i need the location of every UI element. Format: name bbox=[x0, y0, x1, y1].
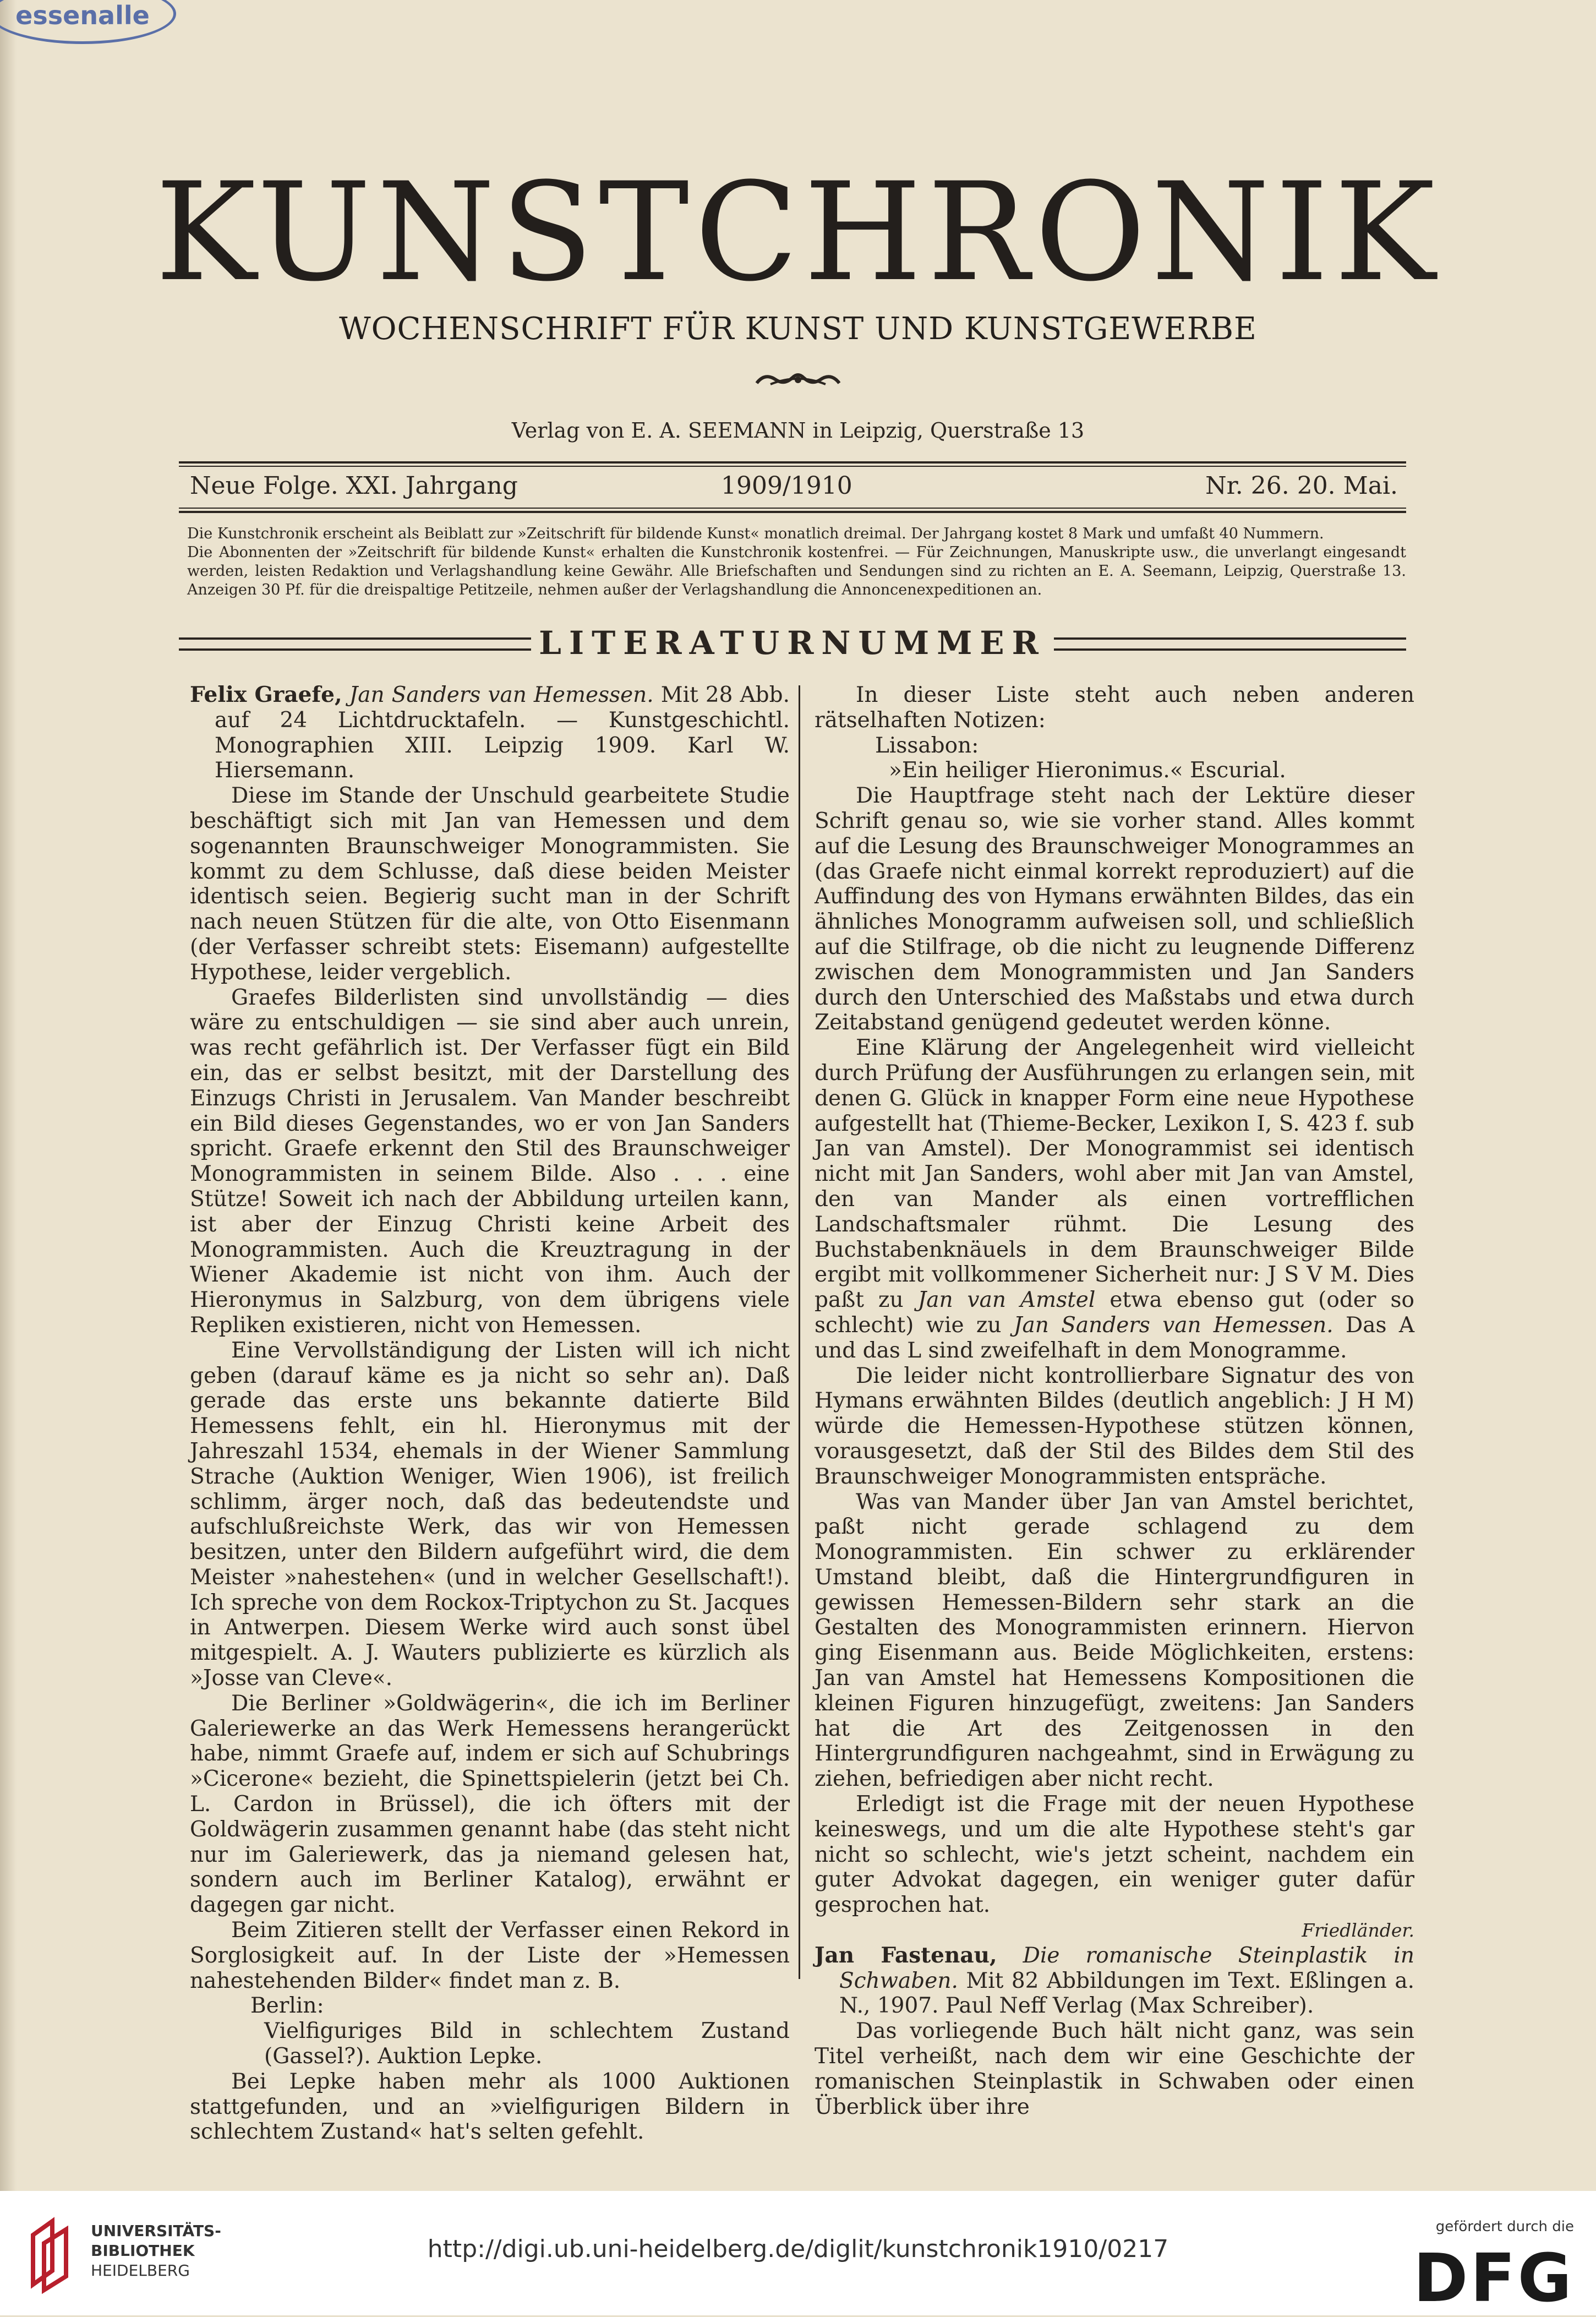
citation-city: Berlin: bbox=[250, 1993, 324, 2019]
citation-entry: Vielfiguriges Bild in schlechtem Zustand (Gassel?). Auktion Lepke. bbox=[264, 2019, 790, 2069]
citation-city: Lissabon: bbox=[875, 733, 979, 758]
stamp-text: essenalle bbox=[15, 1, 150, 30]
paragraph: Eine Vervollständigung der Listen will ich nicht geben (darauf käme es ja nicht so sehr an). Daß gerade das erste uns bekannte datierte Bild Hemessens fehlt, ein hl. Hieronymus mit der Jahreszahl 1534, ehemals in der Wiener Sammlung Strache (Auktion Weniger, Wien 1906), ist freilich schlimm, ärger noch, daß das bedeutendste und aufschlußreichste Werk, das wir von Hemessen besitzen, unter den Bildern aufgeführt wird, die dem Meister »nahestehen« (und in welcher Gesellschaft!). Ich spreche von dem Rockox-Triptychon zu St. Jacques in Antwerpen. Diesem Werke wird auch sonst übel mitgespielt. A. J. Wauters publizierte es kürzlich als »Josse van Cleve«. bbox=[190, 1338, 790, 1691]
top-rule-thin bbox=[179, 466, 1406, 467]
series-label: Neue Folge. XXI. Jahrgang bbox=[190, 472, 518, 500]
review-author: Felix Graefe, bbox=[190, 682, 342, 707]
notice-line-1: Die Kunstchronik erscheint als Beiblatt zur »Zeitschrift für bildende Kunst« monatlich dreimal. Der Jahrgang kostet 8 Mark und umfaßt 40 Nummern. bbox=[187, 525, 1324, 542]
masthead-subtitle: WOCHENSCHRIFT FÜR KUNST UND KUNSTGEWERBE bbox=[339, 311, 1257, 347]
citation-entry: »Ein heiliger Hieronimus.« Escurial. bbox=[889, 758, 1286, 783]
library-name-line: UNIVERSITÄTS- bbox=[91, 2222, 221, 2240]
review-heading-2 bbox=[815, 1943, 1414, 2019]
italic-name: Jan Sanders van Hemessen. bbox=[1013, 1312, 1333, 1338]
issue-label: Nr. 26. 20. Mai. bbox=[1205, 472, 1398, 500]
source-url-link[interactable]: http://digi.ub.uni-heidelberg.de/diglit/kunstchronik1910/0217 bbox=[427, 2235, 1169, 2263]
review-signature: Friedländer. bbox=[1302, 1920, 1414, 1942]
review-title: Die romanische Steinplastik in Schwaben. bbox=[839, 1943, 1414, 1993]
left-column bbox=[190, 683, 790, 2145]
review-heading-1 bbox=[190, 683, 790, 783]
review-details: Mit 82 Abbildungen im Text. Eßlingen a. N., 1907. Paul Neff Verlag (Max Schreiber). bbox=[839, 1968, 1414, 2019]
paragraph-mixed bbox=[815, 1035, 1414, 1363]
italic-name: Jan van Amstel bbox=[917, 1288, 1096, 1313]
paragraph: Diese im Stande der Unschuld gearbeitete Studie beschäftigt sich mit Jan van Hemessen und dem sogenannten Braunschweiger Monogrammisten. Sie kommt zu dem Schlusse, daß diese beiden Meister identisch seien. Begierig sucht man in der Schrift nach neuen Stützen für die alte, von Otto Eisenmann (der Verfasser schreibt stets: Eisemann) aufgestellte Hypothese, leider vergeblich. bbox=[190, 783, 790, 985]
text-run: Eine Klärung der Angelegenheit wird vielleicht durch Prüfung der Ausführungen zu erlangen sein, mit denen G. Glück in knapper Form eine neue Hypothese aufgestellt hat (Thieme-Becker, Lexikon I, S. 423 f. sub Jan van Amstel). Der Monogrammist sei identisch nicht mit Jan Sanders, wohl aber mit Jan van Amstel, den van Mander als einen vortrefflichen Landschaftsmaler rühmt. Die Lesung des Buchstabenknäuels in dem Braunschweiger Bilde ergibt mit vollkommener Sicherheit nur: J S V M. Dies paßt zu bbox=[815, 1035, 1414, 1313]
paragraph: Das vorliegende Buch hält nicht ganz, was sein Titel verheißt, nach dem wir eine Geschichte der romanischen Steinplastik in Schwaben oder einen Überblick über ihre bbox=[815, 2019, 1414, 2119]
notice-line-2: Die Abonnenten der »Zeitschrift für bildende Kunst« erhalten die Kunstchronik kostenfrei. — Für Zeichnungen, Manuskripte usw., die unverlangt eingesandt werden, leisten Redaktion und Verlagshandlung keine Gewähr. Alle Briefschaften und Sendungen sind zu richten an E. A. Seemann, Leipzig, Querstraße 13. Anzeigen 30 Pf. für die dreispaltige Petitzeile, nehmen außer der Verlagshandlung die Annoncenexpeditionen an. bbox=[187, 544, 1406, 598]
column-divider bbox=[799, 685, 800, 1979]
ornament-icon bbox=[754, 368, 842, 390]
masthead-title: KUNSTCHRONIK bbox=[155, 154, 1441, 312]
review-title: Jan Sanders van Hemessen. bbox=[349, 683, 654, 707]
paragraph: Beim Zitieren stellt der Verfasser einen Rekord in Sorglosigkeit auf. In der Liste der »Hemessen nahestehenden Bilder« findet man z. B. bbox=[190, 1918, 790, 1993]
info-rule-thin bbox=[179, 508, 1406, 509]
text-run: etwa ebenso gut (oder so schlecht) wie zu bbox=[815, 1288, 1414, 1338]
section-title: LITERATURNUMMER bbox=[539, 624, 1046, 662]
dfg-logo: DFG bbox=[1413, 2240, 1574, 2317]
paragraph: Bei Lepke haben mehr als 1000 Auktionen stattgefunden, und an »vielfigurigen Bildern in schlechtem Zustand« hat's selten gefehlt. bbox=[190, 2069, 790, 2145]
paragraph: Die leider nicht kontrollierbare Signatur des von Hymans erwähnten Bildes (deutlich angeblich: J H M) würde die Hemessen-Hypothese stützen können, vorausgesetzt, daß der Stil des Bildes dem Stil des Braunschweiger Monogrammisten entspräche. bbox=[815, 1363, 1414, 1489]
publisher-line: Verlag von E. A. SEEMANN in Leipzig, Querstraße 13 bbox=[511, 418, 1085, 443]
subscription-notice bbox=[187, 525, 1406, 599]
issue-info-row bbox=[190, 472, 1398, 505]
paragraph: Graefes Bilderlisten sind unvollständig — dies wäre zu entschuldigen — sie sind aber auch unrein, was recht gefährlich ist. Der Verfasser fügt ein Bild ein, das er selbst besitzt, mit der Darstellung des Einzugs Christi in Jerusalem. Van Mander beschreibt ein Bild dieses Gegenstandes, wo er von Jan Sanders spricht. Graefe erkennt den Stil des Braunschweiger Monogrammisten in seinem Bilde. Also . . . eine Stütze! Soweit ich nach der Abbildung urteilen kann, ist aber der Einzug Christi keine Arbeit des Monogrammisten. Auch die Kreuztragung in der Wiener Akademie ist nicht von ihm. Auch der Hieronymus in Salzburg, von dem übrigens viele Repliken existieren, nicht von Hemessen. bbox=[190, 985, 790, 1338]
paragraph: Erledigt ist die Frage mit der neuen Hypothese keineswegs, und um die alte Hypothese steht's gar nicht so schlecht, wie's jetzt scheint, nachdem ein guter Advokat dagegen, ein weniger guter dafür gesprochen hat. bbox=[815, 1792, 1414, 1918]
paragraph: Die Hauptfrage steht nach der Lektüre dieser Schrift genau so, wie sie vorher stand. Alles kommt auf die Lesung des Braunschweiger Monogrammes an (das Graefe nicht einmal korrekt reproduziert) auf die Auffindung des von Hymans erwähnten Bildes, das ein ähnliches Monogramm aufweisen soll, und schließlich auf die Stilfrage, ob die nicht zu leugnende Differenz zwischen dem Monogrammisten und Jan Sanders durch den Unterschied des Maßstabs und etwa durch Zeitabstand genügend gedeutet werden könne. bbox=[815, 783, 1414, 1035]
top-rule bbox=[179, 461, 1406, 464]
library-stamp bbox=[0, 0, 176, 44]
text-run: Das A und das L sind zweifelhaft in dem Monogramme. bbox=[815, 1312, 1414, 1363]
review-author: Jan Fastenau, bbox=[815, 1942, 997, 1968]
library-name-line: BIBLIOTHEK bbox=[91, 2242, 195, 2260]
section-header bbox=[179, 622, 1406, 666]
paragraph: Die Berliner »Goldwägerin«, die ich im Berliner Galeriewerke an das Werk Hemessens herangerückt habe, nimmt Graefe auf, indem er sich auf Schubrings »Cicerone« bezieht, die Spinettspielerin (jetzt bei Ch. L. Cardon in Brüssel), die ich öfters mit der Goldwägerin zusammen genannt habe (das steht nicht nur im Galeriewerk, das ja niemand gelesen hat, sondern auch im Berliner Katalog), erwähnt er dagegen gar nicht. bbox=[190, 1691, 790, 1918]
funding-caption: gefördert durch die bbox=[1435, 2218, 1574, 2235]
year-label: 1909/1910 bbox=[721, 472, 852, 500]
paragraph: In dieser Liste steht auch neben anderen rätselhaften Notizen: bbox=[815, 683, 1414, 733]
paragraph: Was van Mander über Jan van Amstel berichtet, paßt nicht gerade schlagend zu dem Monogrammisten. Ein schwer zu erklärender Umstand bleibt, daß die Hintergrundfiguren in gewissen Hemessen-Bildern sehr stark an die Gestalten des Monogrammisten erinnern. Hiervon ging Eisenmann aus. Beide Möglichkeiten, erstens: Jan van Amstel hat Hemessens Kompositionen die kleinen Figuren hinzugefügt, zweitens: Jan Sanders hat die Art des Zeitgenossen in den Hintergrundfiguren nachgeahmt, sind in Erwägung zu ziehen, befriedigen aber nicht recht. bbox=[815, 1489, 1414, 1792]
library-name-line: HEIDELBERG bbox=[91, 2261, 190, 2280]
info-rule bbox=[179, 511, 1406, 513]
right-column bbox=[815, 683, 1414, 2119]
section-rule-right bbox=[1054, 637, 1406, 651]
review-details: Mit 28 Abb. auf 24 Lichtdrucktafeln. — Kunstgeschichtl. Monographien XIII. Leipzig 1909. Karl W. Hiersemann. bbox=[215, 683, 790, 783]
